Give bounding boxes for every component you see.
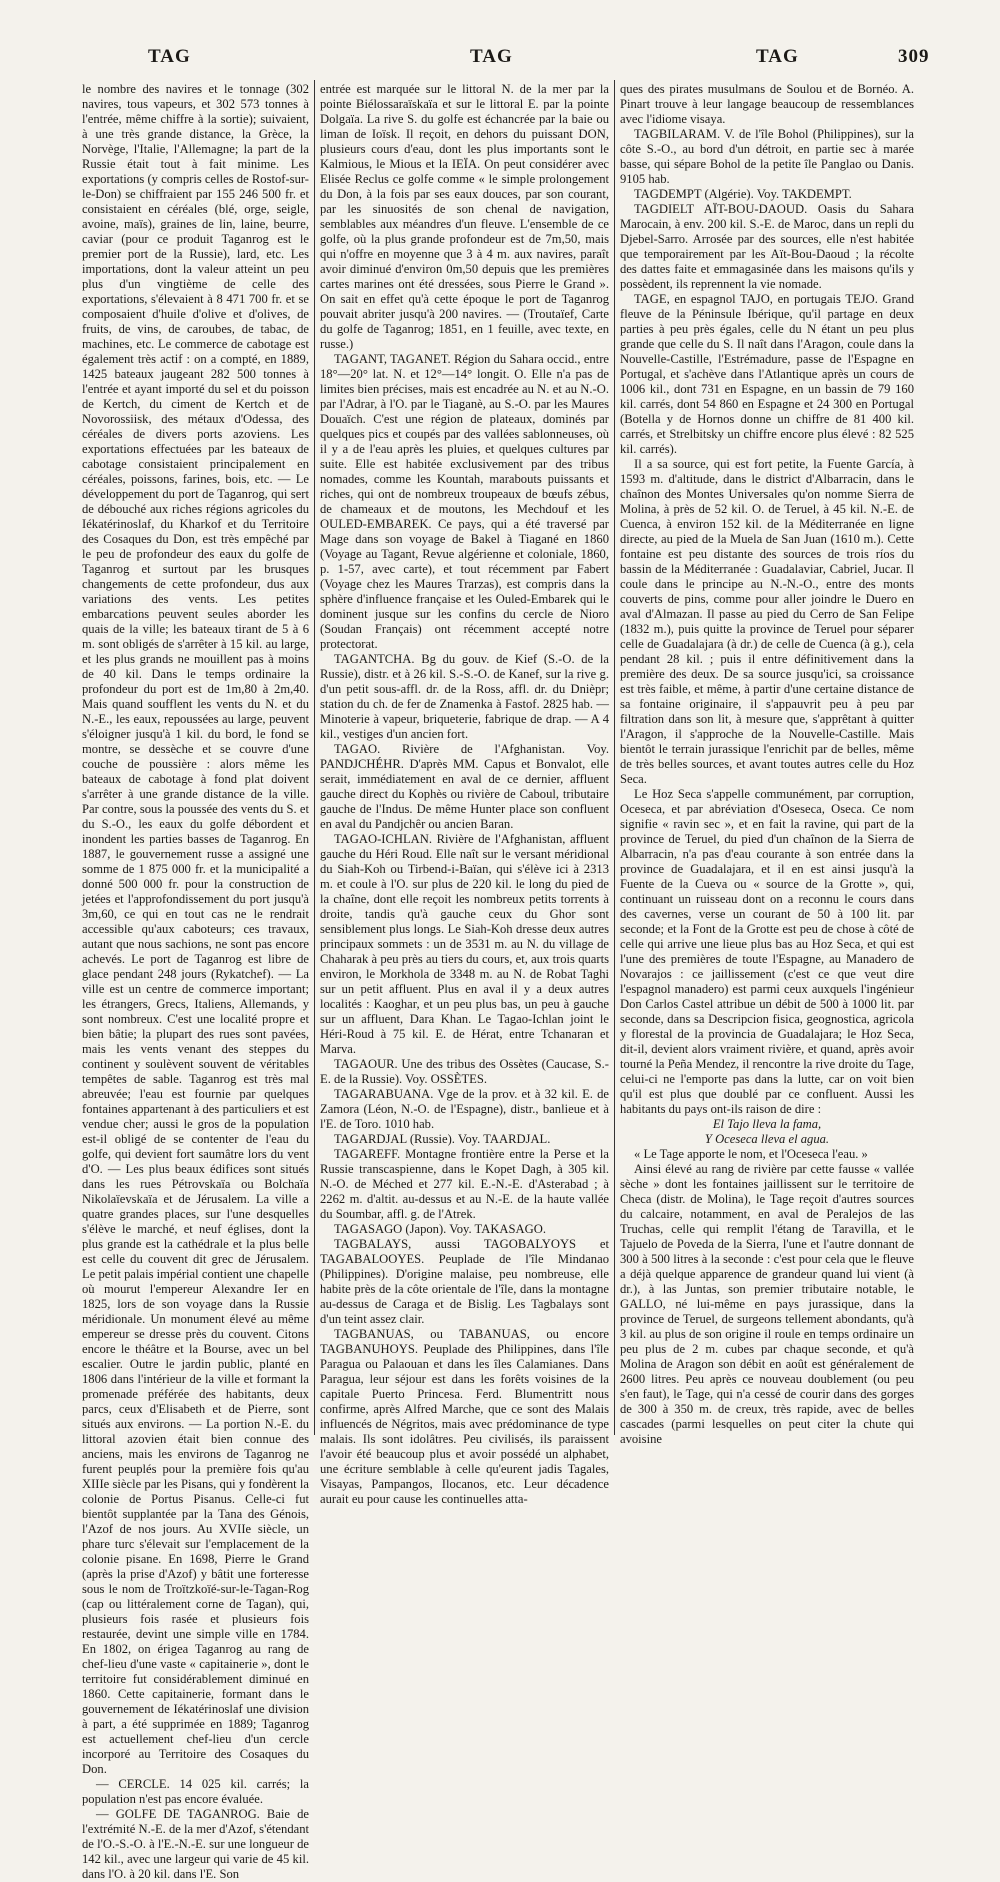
entry-tagantcha: TAGANTCHA. Bg du gouv. de Kief (S.-O. de la Russie), distr. et à 26 kil. S.-S.-O. de Kanef, sur la rive g. d'un petit sous-affl. dr. de la Ross, affl. dr. du Dnièpr; station du ch. de fer de Znamenka à Fastof. 2825 hab. — Minoterie à vapeur, briqueterie, fabrique de drap. — A 4 kil., vestiges d'un ancien fort. bbox=[320, 652, 609, 741]
column-2 bbox=[320, 82, 609, 1506]
entry-tagbalays: TAGBALAYS, aussi TAGOBALYOYS et TAGABALOOYES. Peuplade de l'île Mindanao (Philippines). D'origine malaise, peu nombreuse, elle habite près de la côte orientale de l'île, dans la montagne au-dessus de Caraga et de Bislig. Les Tagbalays sont d'un teint assez clair. bbox=[320, 1237, 609, 1326]
column-rule-right bbox=[614, 80, 615, 1435]
tage-para-source: Il a sa source, qui est fort petite, la Fuente García, à 1593 m. d'altitude, dans le district d'Albarracin, dans le chaînon des Montes Universales qu'on nomme Sierra de Molina, à près de 52 kil. O. de Teruel, à 45 kil. N.-E. de Cuenca, à environ 152 kil. de la Méditerranée en ligne directe, au pied de la Muela de San Juan (1610 m.). Cette fontaine est peu distante des sources de trois ríos du bassin de la Méditerranée : Guadalaviar, Cabriel, Jucar. Il coule dans le principe au N.-N.-O., entre des monts couverts de pins, comme pour aller joindre le Duero en aval d'Almazan. Il passe au pied du Cerro de San Felipe (1832 m.), puis quitte la province de Teruel pour séparer celle de Guadalajara (à dr.) de celle de Cuenca (à g.), cela pendant 28 kil. ; puis il entre définitivement dans la première des deux. De sa source jusqu'ici, sa croissance est très faible, et même, à partir d'une certaine distance de sa fontaine originaire, il s'appauvrit peu à peu par filtration dans son lit, à mesure que, s'apprêtant à quitter l'Aragon, il s'approche de la Nouvelle-Castille. Mais bientôt le terrain jurassique l'enrichit par de belles, même de très belles sources, et avant toutes autres celle du Hoz Seca. bbox=[620, 457, 914, 786]
entry-tagareff: TAGAREFF. Montagne frontière entre la Perse et la Russie transcaspienne, dans le Kopet Dagh, à 305 kil. N.-O. de Méched et 277 kil. E.-N.-E. d'Asterabad ; à 2262 m. d'altit. au-dessus et au N.-E. de la haute vallée du Soumbar, affl. g. de l'Atrek. bbox=[320, 1147, 609, 1221]
verse-translation: « Le Tage apporte le nom, et l'Oceseca l'eau. » bbox=[634, 1147, 868, 1161]
header-right-word: TAG bbox=[756, 46, 799, 67]
entry-tagao-ichlan: TAGAO-ICHLAN. Rivière de l'Afghanistan, affluent gauche du Héri Roud. Elle naît sur le versant méridional du Siah-Koh ou Tirbend-i-Baïan, qui s'élève ici à 2313 m. et coule à l'O. sur plus de 220 kil. le long du pied de la chaîne, dont elle reçoit les nombreux petits torrents à droite, tandis qu'à gauche ceux du Ghor sont sensiblement plus longs. Le Siah-Koh dresse deux autres principaux sommets : un de 3531 m. au N. du village de Chaharak à peu près au tiers du cours, et, aux trois quarts environ, le Morkhola de 3348 m. au N. de Robat Taghi sur un petit affluent. Plus en aval il y a deux autres localités : Kaoghar, et un peu plus bas, un peu à gauche sur un affluent, Dara Khan. Le Tagao-Ichlan joint le Héri-Roud à 75 kil. E. de Hérat, entre Tchanaran et Marva. bbox=[320, 832, 609, 1056]
verse-line-2: Y Oceseca lleva el agua. bbox=[704, 1132, 830, 1146]
entry-tagant: TAGANT, TAGANET. Région du Sahara occid., entre 18°—20° lat. N. et 12°—14° longit. O. Elle n'a pas de limites bien précises, mais est encadrée au N. et au N.-O. par l'Adrar, à l'O. par le Tiaganè, au S.-O. par les Maures Douaïch. C'est une région de plateaux, dominés par quelques pics et coupés par des vallées sablonneuses, où il y a de l'eau après les pluies, et quelques cultures par suite. Elle est habitée exclusivement par des tribus nomades, comme les Kountah, marabouts puissants et riches, qui ont de nombreux troupeaux de bœufs zébus, de chameaux et de moutons, les Mechdouf et les OULED-EMBAREK. Ce pays, qui a été traversé par Mage dans son voyage de Bakel à Tiagané en 1860 (Voyage au Tagant, Revue algérienne et coloniale, 1860, p. 1-57, avec carte), et tout récemment par Fabert (Voyage chez les Maures Trarzas), est compris dans la sphère d'influence française et les Ouled-Embarek qui le dominent jusque sur les confins du cercle de Nioro (Soudan Français) ont récemment accepté notre protectorat. bbox=[320, 352, 609, 651]
col1-para-golfe: — GOLFE DE TAGANROG. Baie de l'extrémité N.-E. de la mer d'Azof, s'étendant de l'O.-S.-O. à l'E.-N.-E. sur une longueur de 142 kil., avec une largeur qui varie de 45 kil. dans l'O. à 20 kil. dans l'E. Son bbox=[82, 1807, 309, 1881]
entry-tagbanuas: TAGBANUAS, ou TABANUAS, ou encore TAGBANUHOYS. Peuplade des Philippines, dans l'île Paragua ou Palaouan et dans les îles Calamianes. Dans Paragua, leur séjour est dans les forêts voisines de la capitale Puerto Princesa. Ferd. Blumentritt nous confirme, après Alfred Marche, que ce sont des Malais influencés de Négritos, mais avec prédominance de type malais. Ils sont idolâtres. Peu civilisés, ils paraissent l'avoir été beaucoup plus et avoir possédé un alphabet, une écriture semblable à celle qu'eurent jadis Tagales, Visayas, Pampangos, Ilocanos, etc. Leur décadence aurait eu pour cause les continuelles atta- bbox=[320, 1327, 609, 1506]
entry-tagaour: TAGAOUR. Une des tribus des Ossètes (Caucase, S.-E. de la Russie). Voy. OSSÈTES. bbox=[320, 1057, 609, 1086]
column-3 bbox=[620, 82, 914, 1446]
col2-para-golfe-continued: entrée est marquée sur le littoral N. de la mer par la pointe Biélossaraïskaïa et sur le littoral E. par la pointe Dolgaïa. La rive S. du golfe est échancrée par la baie ou liman de Ioïsk. Il reçoit, en dehors du puissant DON, plusieurs cours d'eau, dont les plus importants sont le Kalmious, le Mious et la IEÏA. On peut considérer avec Elisée Reclus ce golfe comme « le simple prolongement du Don, à la fois par ses eaux douces, par son courant, par les sinuosités de son chenal de navigation, semblables aux méandres d'un fleuve. L'ensemble de ce golfe, où la plus grande profondeur est de 7m,50, mais qui n'offre en moyenne que 3 à 4 m. aux navires, paraît avoir diminué d'environ 0m,50 depuis que les premières cartes marines ont été dressées, sous Pierre le Grand ». On sait en effet qu'à cette époque le port de Taganrog pouvait abriter jusqu'à 200 navires. — (Troutaïef, Carte du golfe de Taganrog; 1851, en 1 feuille, avec texte, en russe.) bbox=[320, 82, 609, 351]
page-number: 309 bbox=[898, 46, 930, 67]
entry-tagarabuana: TAGARABUANA. Vge de la prov. et à 32 kil. E. de Zamora (Léon, N.-O. de l'Espagne), distr., banlieue et à l'E. de Toro. 1010 hab. bbox=[320, 1087, 609, 1131]
entry-tagdempt: TAGDEMPT (Algérie). Voy. TAKDEMPT. bbox=[634, 187, 852, 201]
verse-line-1: El Tajo lleva la fama, bbox=[712, 1117, 822, 1131]
tage-para-tributaries: Ainsi élevé au rang de rivière par cette fausse « vallée sèche » dont les fontaines jaillissent sur le territoire de Checa (distr. de Molina), le Tage reçoit d'autres sources du calcaire, notamment, en aval de Peralejos de las Truchas, celle qui remplit l'étang de Taravilla, et le Tajuelo de Poveda de la Sierra, l'une et l'autre donnant de 300 à 500 litres à la seconde : c'est pour cela que le fleuve a déjà quelque apparence de grandeur quand lui vient (à dr.), à las Juntas, son premier tributaire notable, le GALLO, né lui-même en pays jurassique, dans la province de Teruel, de surgeons tellement abondants, qu'à 3 kil. au plus de son origine il roule en temps ordinaire un peu plus de 2 m. cubes par chaque seconde, et qu'à Molina de Aragon son débit en août est généralement de 2600 litres. Peu après ce nouveau doublement (ou peu s'en faut), le Tage, qui n'a cessé de courir dans des gorges de 300 à 350 m. de creux, très rapide, avec de belles cascades (parmi lesquelles on peut citer la chute qui avoisine bbox=[620, 1162, 914, 1446]
entry-tagdielt: TAGDIELT AÏT-BOU-DAOUD. Oasis du Sahara Marocain, à env. 200 kil. S.-E. de Maroc, dans un repli du Djebel-Sarro. Arrosée par des sources, elle n'est habitée que temporairement par les Aït-Bou-Daoud ; la récolte des dattes faite et emmagasinée dans les maisons qu'ils y possèdent, ils reprennent la vie nomade. bbox=[620, 202, 914, 291]
header-left-word: TAG bbox=[148, 46, 191, 67]
header-center-word: TAG bbox=[470, 46, 513, 67]
entry-tagasago: TAGASAGO (Japon). Voy. TAKASAGO. bbox=[334, 1222, 546, 1236]
column-rule-left bbox=[314, 80, 315, 1435]
col1-para-cercle: — CERCLE. 14 025 kil. carrés; la population n'est pas encore évaluée. bbox=[82, 1777, 309, 1806]
entry-tage: TAGE, en espagnol TAJO, en portugais TEJO. Grand fleuve de la Péninsule Ibérique, qu'il partage en deux parties à peu près égales, celle du N étant un peu plus grande que celle du S. Il naît dans l'Aragon, coule dans la Nouvelle-Castille, l'Estrémadure, passe de l'Espagne en Portugal, et s'achève dans l'Atlantique après un cours de 1006 kil., dont 731 en Espagne, en un bassin de 79 160 kil. carrés, dont 54 860 en Espagne et 24 300 en Portugal (Botella y de Hornos donne un chiffre de 81 400 kil. carrés, et Strelbitsky un chiffre encore plus élevé : 82 525 kil. carrés). bbox=[620, 292, 914, 456]
tage-para-hoz-seca: Le Hoz Seca s'appelle communément, par corruption, Oceseca, et par abréviation d'Oseseca, Oseca. Ce nom signifie « ravin sec », et en fait la ravine, qui part de la province de Teruel, du pied d'un chaînon de la Sierra de Albarracin, n'a pas d'eau courante à son entrée dans la province de Guadalajara, et il en est ainsi jusqu'à la Fuente de la Cueva ou « source de la Grotte », qui, continuant un ruisseau dont on a reconnu le cours dans des cavernes, verse un courant de 50 à 100 lit. par seconde; et la Font de la Grotte est peu de chose à côté de celle qui arrive une lieue plus bas au Hoz Seca, et qui est l'une des premières de toute l'Espagne, au Manadero de Novarajos : ce jaillissement (c'est ce que veut dire l'espagnol manadero) est parmi ceux auxquels l'ingénieur Don Carlos Castel attribue un débit de 500 à 1000 lit. par seconde, dans sa Descripcion fisica, geognostica, agricola y florestal de la provincia de Guadalajara; le Hoz Seca, dit-il, devient alors vraiment rivière, et quand, après avoir tourné la Peña Mendez, il rencontre la rive droite du Tage, celui-ci ne l'emporte pas dans la lutte, car on voit bien qu'il est plus que doublé par ce confluent. Aussi les habitants du pays ont-ils raison de dire : bbox=[620, 787, 914, 1116]
entry-tagbilaram: TAGBILARAM. V. de l'île Bohol (Philippines), sur la côte S.-O., au bord d'un détroit, en partie sec à marée basse, qui sépare Bohol de la petite île Panglao ou Danis. 9105 hab. bbox=[620, 127, 914, 186]
entry-tagao: TAGAO. Rivière de l'Afghanistan. Voy. PANDJCHÉHR. D'après MM. Capus et Bonvalot, elle serait, immédiatement en aval de ce dernier, affluent gauche direct du Kophès ou rivière de Caboul, tributaire gauche de l'Indus. De même Hunter place son confluent en aval du Pandjchêr ou ancien Baran. bbox=[320, 742, 609, 831]
col3-para-tagbanuas-continued: ques des pirates musulmans de Soulou et de Bornéo. A. Pinart trouve à leur langage beaucoup de ressemblances avec l'idiome visaya. bbox=[620, 82, 914, 126]
entry-tagardjal: TAGARDJAL (Russie). Voy. TAARDJAL. bbox=[334, 1132, 551, 1146]
col1-para-taganrog-continued: le nombre des navires et le tonnage (302 navires, tous vapeurs, et 302 573 tonnes à l'entrée, même chiffre à la sortie); suivaient, à une très grande distance, la Grèce, la Norvège, l'Italie, l'Allemagne; la part de la Russie était tout à fait minime. Les exportations (y compris celles de Rostof-sur-le-Don) se chiffraient par 155 246 500 fr. et consistaient en céréales (blé, orge, seigle, avoine, maïs), graines de lin, laine, beurre, caviar (pour ce produit Taganrog est le premier port de la Russie), lard, etc. Les importations, dont la valeur atteint un peu plus d'un vingtième de celle des exportations, s'élevaient à 8 471 700 fr. et se composaient d'huile d'olive et d'olives, de fruits, de vins, de caroubes, de tabac, de machines, etc. Le commerce de cabotage est également très actif : on a compté, en 1889, 1425 bateaux jaugeant 282 500 tonnes à l'entrée et ayant importé du sel et du poisson de Kertch, du ciment de Kertch et de Novorossiisk, des métaux d'Odessa, des céréales de divers ports azoviens. Les exportations effectuées par les bateaux de cabotage consistaient principalement en céréales, poissons, farines, bois, etc. — Le développement du port de Taganrog, qui sert de débouché aux riches régions agricoles du Iékatérinoslaf, du Kharkof et du Territoire des Cosaques du Don, est très empêché par le peu de profondeur des eaux du golfe de Taganrog et surtout par les brusques changements de cette profondeur, dus aux variations des vents. Les petites embarcations peuvent seules aborder les quais de la ville; les bateaux tirant de 5 à 6 m. sont obligés de s'arrêter à 15 kil. au large, et les plus grands ne mouillent pas à moins de 40 kil. Dans le temps ordinaire la profondeur du port est de 1m,80 à 2m,40. Mais quand soufflent les vents du N. et du N.-E., les eaux, repoussées au large, peuvent s'éloigner jusqu'à 1 kil. du bord, le fond se montre, se dessèche et se couvre d'une couche de poussière : alors même les bateaux de cabotage à fond plat doivent s'arrêter à une grande distance de la ville. Par contre, sous la poussée des vents du S. et du S.-O., les eaux du golfe débordent et inondent les parties basses de Taganrog. En 1887, le gouvernement russe a assigné une somme de 1 875 000 fr. et la municipalité a donné 500 000 fr. pour la construction de jetées et l'approfondissement du port jusqu'à 3m,60, ce qui en tout cas ne le rendrait accessible qu'aux caboteurs; ces travaux, autant que nous sachions, ne sont pas encore achevés. Le port de Taganrog est libre de glace pendant 248 jours (Rykatchef). — La ville est un centre de commerce important; les étrangers, Grecs, Italiens, Allemands, y sont nombreux. C'est une localité propre et bien bâtie; la plupart des rues sont pavées, mais les vents venant des steppes du continent y soulèvent souvent de véritables tempêtes de sable. Taganrog est très mal abreuvée; l'eau est fournie par quelques fontaines appartenant à des particuliers et est vendue cher; aussi le gros de la population est-il obligé de se contenter de l'eau du golfe, qui devient fort saumâtre lors du vent d'O. — Les plus beaux édifices sont situés dans les rues Pétrovskaïa ou Bolchaïa Nikolaïevskaïa et de Jérusalem. La ville a quatre grandes places, sur l'une desquelles s'élève le marché, et neuf églises, dont la plus grande est la cathédrale et la plus belle est celle du couvent dit grec de Jérusalem. Le petit palais impérial contient une chapelle où mourut l'empereur Alexandre Ier en 1825, lors de son voyage dans la Russie méridionale. Un monument élevé au même empereur se dresse près du couvent. Citons encore le théâtre et la Bourse, avec un bel escalier. Outre le jardin public, planté en 1806 dans l'intérieur de la ville et formant la promenade préférée des habitants, deux parcs, ceux d'Elisabeth et de Pierre, sont situés aux environs. — La portion N.-E. du littoral azovien était bien connue des anciens, mais les environs de Taganrog ne furent peuplés pour la première fois qu'au XIIIe siècle par les Pisans, qui y fondèrent la colonie de Portus Pisanus. Celle-ci fut bientôt supplantée par la Tana des Génois, l'Azof de nos jours. Au XVIIe siècle, un phare turc s'élevait sur l'emplacement de la colonie pisane. En 1698, Pierre le Grand (après la prise d'Azof) y bâtit une forteresse sous le nom de Troïtzkoïé-sur-le-Tagan-Rog (cap ou littéralement corne de Tagan), qui, plusieurs fois rasée et plusieurs fois restaurée, devint une simple ville en 1784. En 1802, on érigea Taganrog au rang de chef-lieu d'une vaste « capitainerie », dont le territoire fut considérablement diminué en 1860. Cette capitainerie, formant dans le gouvernement de Iékatérinoslaf une division à part, a été supprimée en 1889; Taganrog est actuellement chef-lieu d'un cercle incorporé au Territoire des Cosaques du Don. bbox=[82, 82, 309, 1776]
column-1 bbox=[82, 82, 309, 1881]
running-header bbox=[0, 46, 1000, 76]
